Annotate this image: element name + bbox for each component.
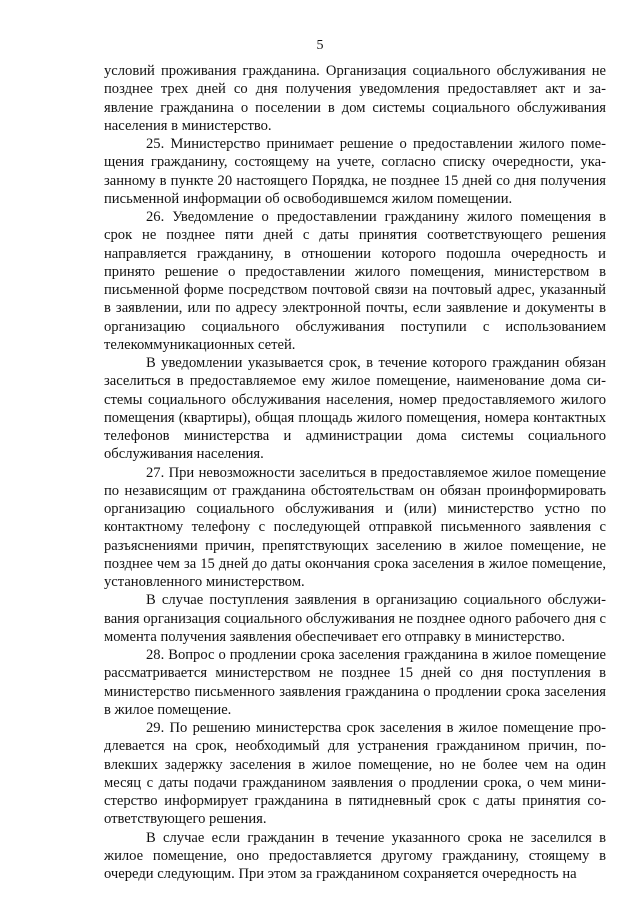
paragraph-item-28: 28. Вопрос о продлении срока заселения гражданина в жилое помещение рассматривается министерством не позднее 15 дней со дня поступления в министерство письменного заявления гражданина о продлении срока заселения в жилое помещение. <box>104 647 606 718</box>
page-number: 5 <box>316 38 324 53</box>
paragraph-continuation: условий проживания гражданина. Организация социального обслуживания не позднее трех дней со дня получения уведомления предоставляет акт и заявление гражданина о поселении в дом системы социального обслуживания населения в министерство. <box>104 63 606 134</box>
paragraph-item-27: 27. При невозможности заселиться в предоставляемое жилое помещение по независящим от гражданина обстоятельствам он обязан проинформировать организацию социального обслуживания и (или) министерство устно по контактному телефону с последующей отправкой письменного заявления с разъяснениями причин, препятствующих заселению в жилое помещение, не позднее чем за 15 дней до даты окончания срока заселения в жилое помещение, установленного министерством. <box>104 464 606 590</box>
paragraph-item-26: 26. Уведомление о предоставлении гражданину жилого помещения в срок не позднее пяти дней с даты принятия соответствующего решения направляется гражданину, в отношении которого подошла очередность и принято решение о предоставлении жилого помещения, министерством в письменной форме посредством почтовой связи на почтовый адрес, указанный в заявлении, или по адресу электронной почты, если заявление и документы в организацию социального обслуживания поступили с использованием телекоммуникационных сетей. <box>104 209 606 353</box>
paragraph-item-27-application: В случае поступления заявления в организацию социального обслуживания организация социального обслуживания не позднее одного рабочего дня с момента получения заявления обеспечивает его отправку в министерство. <box>104 592 606 645</box>
paragraph-item-29-failure: В случае если гражданин в течение указанного срока не заселился в жилое помещение, оно предоставляется другому гражданину, стоящему в очереди следующим. При этом за гражданином сохраняется очередность на <box>104 829 606 882</box>
paragraph-item-29: 29. По решению министерства срок заселения в жилое помещение продлевается на срок, необходимый для устранения гражданином причин, повлекших задержку заселения в жилое помещение, но не более чем на один месяц с даты подачи гражданином заявления о продлении срока, о чем министерство информирует гражданина в пятидневный срок с даты принятия соответствующего решения. <box>104 720 606 828</box>
paragraph-item-26-notice: В уведомлении указывается срок, в течение которого гражданин обязан заселиться в предоставляемое ему жилое помещение, наименование дома системы социального обслуживания населения, номер предоставляемого жилого помещения (квартиры), общая площадь жилого помещения, номера контактных телефонов министерства и администрации дома системы социального обслуживания населения. <box>104 355 606 463</box>
paragraph-item-25: 25. Министерство принимает решение о предоставлении жилого помещения гражданину, состоящему на учете, согласно списку очередности, указанному в пункте 20 настоящего Порядка, не позднее 15 дней со дня получения письменной информации об освободившемся жилом помещении. <box>104 136 606 207</box>
document-body <box>104 62 606 883</box>
